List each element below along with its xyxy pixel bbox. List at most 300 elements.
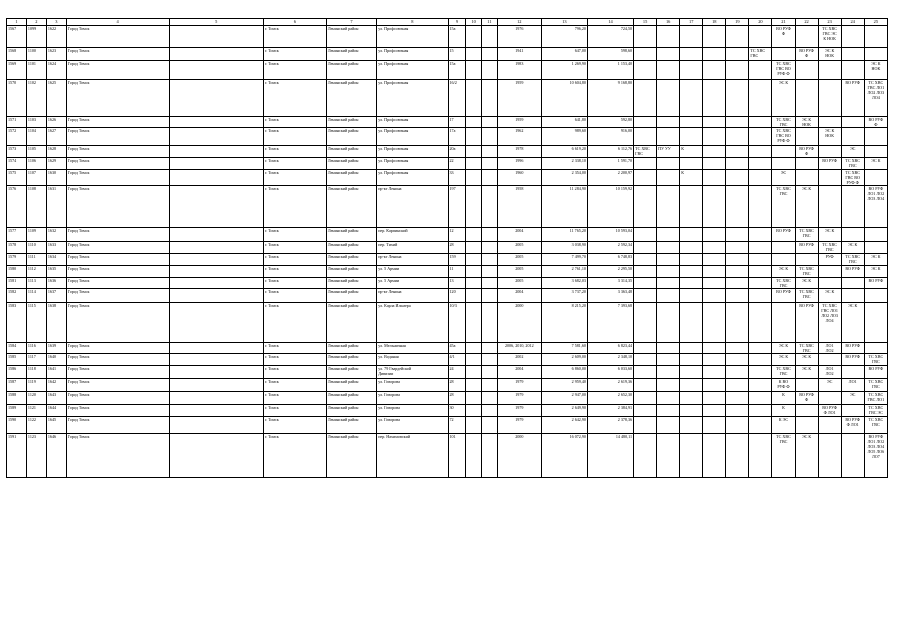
column-number: 22 xyxy=(795,19,818,26)
table-cell xyxy=(657,354,680,366)
table-cell: 1574 xyxy=(7,158,27,170)
table-cell: ВО РУФ xyxy=(818,158,841,170)
table-cell: 1577 xyxy=(7,228,27,242)
table-cell: 28 xyxy=(448,379,466,392)
table-cell: 2 642,90 xyxy=(541,417,587,434)
table-cell: ВО РУФ Ф xyxy=(795,392,818,405)
table-cell xyxy=(841,434,864,478)
table-cell xyxy=(772,146,795,158)
table-cell: 1578 xyxy=(7,242,27,254)
table-cell: ЭС К НОК xyxy=(864,61,887,80)
table-cell xyxy=(726,434,749,478)
table-cell: ул. Говорова xyxy=(377,417,448,434)
table-cell xyxy=(657,379,680,392)
table-cell: ЭС К xyxy=(795,278,818,289)
table-cell: 33 xyxy=(448,170,466,186)
table-cell: 1646 xyxy=(46,434,66,478)
table-cell xyxy=(749,289,772,303)
table-cell xyxy=(482,266,498,278)
table-cell: 11 xyxy=(448,266,466,278)
table-cell xyxy=(749,117,772,128)
table-cell xyxy=(466,61,482,80)
table-cell xyxy=(634,117,657,128)
table-cell xyxy=(703,379,726,392)
table-cell: пер. Карпинский xyxy=(377,228,448,242)
table-cell: г. Томск xyxy=(263,405,326,417)
table-cell: ЭС К xyxy=(795,354,818,366)
table-cell xyxy=(818,278,841,289)
table-cell: г. Томск xyxy=(263,266,326,278)
table-cell: 28 xyxy=(448,242,466,254)
table-cell xyxy=(772,158,795,170)
table-cell xyxy=(169,170,263,186)
table-cell: 1119 xyxy=(26,379,46,392)
table-cell xyxy=(841,117,864,128)
table-cell: 3 314,35 xyxy=(587,278,633,289)
table-cell: Ленинский район xyxy=(326,278,376,289)
table-cell xyxy=(726,146,749,158)
table-cell: ВО РУФ xyxy=(841,80,864,117)
table-cell: пр-кт Ленина xyxy=(377,289,448,303)
table-cell: 3 363,48 xyxy=(587,289,633,303)
table-cell: 1626 xyxy=(46,117,66,128)
table-cell xyxy=(482,366,498,379)
table-cell: г. Томск xyxy=(263,128,326,146)
table-cell: Город Томск xyxy=(66,278,169,289)
table-cell: Город Томск xyxy=(66,242,169,254)
table-cell: ул. Профсоюзная xyxy=(377,158,448,170)
table-cell xyxy=(482,434,498,478)
table-cell xyxy=(680,303,703,343)
table-cell xyxy=(680,48,703,61)
table-cell xyxy=(169,392,263,405)
table-cell: 2000 xyxy=(497,434,541,478)
table-cell: 1584 xyxy=(7,343,27,354)
table-cell xyxy=(703,186,726,228)
table-cell xyxy=(466,254,482,266)
table-cell: ЭС К xyxy=(818,228,841,242)
table-row xyxy=(7,61,888,80)
table-cell xyxy=(482,379,498,392)
table-cell: 22 xyxy=(448,158,466,170)
table-cell: 1622 xyxy=(46,26,66,48)
table-cell xyxy=(749,379,772,392)
table-cell: 1580 xyxy=(7,266,27,278)
table-cell xyxy=(795,417,818,434)
table-cell: Город Томск xyxy=(66,158,169,170)
table-cell: г. Томск xyxy=(263,434,326,478)
table-cell: ТС ХВС ГВС xyxy=(772,278,795,289)
table-cell xyxy=(634,228,657,242)
table-cell: 6 860,00 xyxy=(541,366,587,379)
table-cell xyxy=(749,303,772,343)
table-cell xyxy=(657,278,680,289)
table-cell: 2004 xyxy=(497,366,541,379)
table-row xyxy=(7,434,888,478)
table-cell: пер. Нахимовский xyxy=(377,434,448,478)
table-cell xyxy=(482,254,498,266)
column-number: 25 xyxy=(864,19,887,26)
table-cell xyxy=(657,48,680,61)
table-cell: 45а xyxy=(448,343,466,354)
table-cell xyxy=(169,266,263,278)
table-cell xyxy=(795,170,818,186)
table-cell: ЭС К xyxy=(864,158,887,170)
table-row xyxy=(7,266,888,278)
table-cell: 10 159,92 xyxy=(587,186,633,228)
table-cell xyxy=(726,170,749,186)
table-cell xyxy=(634,434,657,478)
table-cell: 1959 xyxy=(497,117,541,128)
table-cell: Город Томск xyxy=(66,128,169,146)
table-cell: пр-кт Ленина xyxy=(377,254,448,266)
table-cell xyxy=(634,266,657,278)
table-cell xyxy=(169,48,263,61)
table-cell: г. Томск xyxy=(263,343,326,354)
column-number: 3 xyxy=(46,19,66,26)
table-cell xyxy=(749,186,772,228)
table-cell: г. Томск xyxy=(263,303,326,343)
table-cell: 7 581,60 xyxy=(541,343,587,354)
column-number: 7 xyxy=(326,19,376,26)
column-number: 17 xyxy=(680,19,703,26)
table-row xyxy=(7,186,888,228)
table-cell: ТС ХВС ГВС xyxy=(772,366,795,379)
table-cell xyxy=(726,186,749,228)
table-cell: 1639 xyxy=(46,343,66,354)
table-cell: 2 378,36 xyxy=(587,417,633,434)
table-cell: К ВО РУФ Ф xyxy=(772,379,795,392)
table-cell: Ленинский район xyxy=(326,354,376,366)
table-cell: 12 xyxy=(448,228,466,242)
table-cell xyxy=(726,392,749,405)
table-cell: Ленинский район xyxy=(326,158,376,170)
table-cell xyxy=(680,61,703,80)
table-cell: Город Томск xyxy=(66,392,169,405)
table-cell: ВО РУФ xyxy=(772,289,795,303)
table-cell xyxy=(726,80,749,117)
table-cell xyxy=(169,366,263,379)
table-cell: Ленинский район xyxy=(326,417,376,434)
table-cell xyxy=(482,48,498,61)
table-cell: ТС ХВС ГВС xyxy=(841,254,864,266)
table-cell: Ленинский район xyxy=(326,146,376,158)
table-cell xyxy=(657,366,680,379)
table-cell: 13 xyxy=(448,278,466,289)
table-cell: 1581 xyxy=(7,278,27,289)
table-cell xyxy=(680,343,703,354)
table-cell xyxy=(634,158,657,170)
table-cell: Город Томск xyxy=(66,228,169,242)
table-cell: 11 765,20 xyxy=(541,228,587,242)
table-cell xyxy=(841,289,864,303)
table-cell xyxy=(657,61,680,80)
table-cell xyxy=(466,228,482,242)
table-cell: 1983 xyxy=(497,61,541,80)
table-cell: ЛО1 ЛО2 xyxy=(818,366,841,379)
table-cell xyxy=(726,303,749,343)
table-cell xyxy=(657,343,680,354)
table-cell xyxy=(795,158,818,170)
table-cell: 2 761,10 xyxy=(541,266,587,278)
table-cell: Город Томск xyxy=(66,170,169,186)
table-cell: ВО РУФ xyxy=(795,242,818,254)
table-cell: 1637 xyxy=(46,289,66,303)
table-cell: ЭС К xyxy=(772,354,795,366)
table-cell: 1110 xyxy=(26,242,46,254)
table-cell: 30 xyxy=(448,405,466,417)
table-cell xyxy=(634,26,657,48)
table-cell: Ленинский район xyxy=(326,266,376,278)
table-cell xyxy=(634,303,657,343)
table-cell xyxy=(657,392,680,405)
table-cell: ТС ХВС ГВС ЭС xyxy=(864,405,887,417)
table-cell xyxy=(482,392,498,405)
table-cell: г. Томск xyxy=(263,48,326,61)
table-row xyxy=(7,48,888,61)
table-cell: 1 153,40 xyxy=(587,61,633,80)
table-cell xyxy=(772,242,795,254)
table-cell xyxy=(680,266,703,278)
table-cell: Ленинский район xyxy=(326,379,376,392)
table-cell: 598,60 xyxy=(587,48,633,61)
table-cell xyxy=(703,80,726,117)
table-cell: ВО РУФ Ф ЛО1 xyxy=(818,405,841,417)
table-cell: ВО РУФ xyxy=(841,354,864,366)
table-cell: ул. Профсоюзная xyxy=(377,117,448,128)
table-cell: 2 619,36 xyxy=(587,379,633,392)
table-cell: 1 591,70 xyxy=(587,158,633,170)
table-cell: 120 xyxy=(448,289,466,303)
table-cell: 2 959,40 xyxy=(541,379,587,392)
table-cell: 1589 xyxy=(7,405,27,417)
table-cell: 6 748,83 xyxy=(587,254,633,266)
table-cell: 1104 xyxy=(26,128,46,146)
table-cell: Ленинский район xyxy=(326,343,376,354)
table-cell: г. Томск xyxy=(263,158,326,170)
table-cell: Ленинский район xyxy=(326,128,376,146)
table-cell: 1978 xyxy=(497,146,541,158)
table-cell: 2006, 2010, 2012 xyxy=(497,343,541,354)
table-row xyxy=(7,170,888,186)
table-cell xyxy=(634,354,657,366)
table-cell: ЭС xyxy=(841,392,864,405)
table-row xyxy=(7,278,888,289)
table-cell xyxy=(169,354,263,366)
table-cell: Ленинский район xyxy=(326,228,376,242)
table-cell: Ленинский район xyxy=(326,117,376,128)
table-cell: 17а xyxy=(448,128,466,146)
table-cell: 15а xyxy=(448,26,466,48)
table-cell xyxy=(703,405,726,417)
table-cell xyxy=(841,278,864,289)
table-cell: ТС ХВС ГВС xyxy=(795,289,818,303)
table-cell: ЛО1 ЛО2 xyxy=(818,343,841,354)
table-cell xyxy=(680,354,703,366)
table-cell: 1118 xyxy=(26,366,46,379)
table-cell: ТС ХВС ГВС xyxy=(749,48,772,61)
table-cell: г. Томск xyxy=(263,170,326,186)
table-cell: 2 384,91 xyxy=(587,405,633,417)
table-cell: 1645 xyxy=(46,417,66,434)
table-cell: 1979 xyxy=(497,405,541,417)
table-cell xyxy=(703,289,726,303)
table-cell xyxy=(772,254,795,266)
table-cell: 1579 xyxy=(7,254,27,266)
table-cell: ПУ УУ xyxy=(657,146,680,158)
table-cell xyxy=(749,158,772,170)
table-cell: 72 xyxy=(448,417,466,434)
table-cell xyxy=(864,242,887,254)
table-cell xyxy=(657,128,680,146)
table-cell: 1636 xyxy=(46,278,66,289)
table-cell xyxy=(680,379,703,392)
table-cell xyxy=(864,128,887,146)
table-cell xyxy=(657,289,680,303)
table-cell: ВО РУФ Ф ЛО1 xyxy=(841,417,864,434)
table-cell: ул. Профсоюзная xyxy=(377,61,448,80)
table-cell: ВО РУФ Ф xyxy=(772,26,795,48)
table-cell xyxy=(703,146,726,158)
table-cell xyxy=(703,354,726,366)
table-cell xyxy=(634,278,657,289)
table-cell xyxy=(749,354,772,366)
table-cell xyxy=(841,26,864,48)
table-cell: 1642 xyxy=(46,379,66,392)
table-row xyxy=(7,26,888,48)
table-cell xyxy=(680,128,703,146)
table-cell xyxy=(169,128,263,146)
table-row xyxy=(7,228,888,242)
table-cell xyxy=(657,117,680,128)
table-cell xyxy=(634,392,657,405)
table-cell: Ленинский район xyxy=(326,242,376,254)
table-cell xyxy=(749,366,772,379)
table-cell: 1112 xyxy=(26,266,46,278)
table-cell: 1638 xyxy=(46,303,66,343)
table-cell xyxy=(169,254,263,266)
table-cell xyxy=(466,186,482,228)
table-cell: 641,80 xyxy=(541,117,587,128)
table-cell xyxy=(680,117,703,128)
table-cell xyxy=(749,417,772,434)
table-cell: 2 947,00 xyxy=(541,392,587,405)
table-cell: ул. 5 Армии xyxy=(377,266,448,278)
table-cell: 916,00 xyxy=(587,128,633,146)
table-cell: 1624 xyxy=(46,61,66,80)
table-cell: ВО РУФ xyxy=(795,303,818,343)
table-cell: ТС ХВС ГВС xyxy=(864,417,887,434)
column-number: 5 xyxy=(169,19,263,26)
table-cell: Ленинский район xyxy=(326,366,376,379)
table-cell xyxy=(703,266,726,278)
table-cell xyxy=(466,48,482,61)
table-cell: ЭС К xyxy=(772,343,795,354)
table-cell xyxy=(482,80,498,117)
table-cell: Город Томск xyxy=(66,303,169,343)
table-cell xyxy=(795,379,818,392)
table-cell xyxy=(703,417,726,434)
table-cell: 1583 xyxy=(7,303,27,343)
table-cell xyxy=(466,354,482,366)
table-cell: 1114 xyxy=(26,289,46,303)
table-cell: ВО РУФ xyxy=(841,266,864,278)
table-cell xyxy=(726,278,749,289)
table-cell xyxy=(726,289,749,303)
table-cell: Город Томск xyxy=(66,186,169,228)
table-cell: ул. Водяная xyxy=(377,354,448,366)
table-cell xyxy=(169,417,263,434)
table-cell: 6 823,44 xyxy=(587,343,633,354)
table-cell xyxy=(466,343,482,354)
table-cell: Ленинский район xyxy=(326,289,376,303)
table-cell: 10 604,80 xyxy=(541,80,587,117)
table-cell: 1122 xyxy=(26,417,46,434)
table-cell: 3 682,03 xyxy=(541,278,587,289)
table-cell: 1960 xyxy=(497,170,541,186)
table-cell: г. Томск xyxy=(263,61,326,80)
table-cell: 2004 xyxy=(497,289,541,303)
table-cell: 2 295,50 xyxy=(587,266,633,278)
table-cell xyxy=(795,254,818,266)
table-cell xyxy=(634,170,657,186)
table-cell xyxy=(841,128,864,146)
table-cell xyxy=(772,48,795,61)
table-cell: ТС ХВС ГВС xyxy=(864,354,887,366)
table-cell: 1979 xyxy=(497,417,541,434)
table-cell: г. Томск xyxy=(263,80,326,117)
table-cell: ЭС xyxy=(772,170,795,186)
table-cell xyxy=(818,417,841,434)
table-cell: ЭС К НОК xyxy=(818,48,841,61)
table-cell: 796,20 xyxy=(541,26,587,48)
table-cell xyxy=(169,61,263,80)
table-cell: 1105 xyxy=(26,146,46,158)
table-cell xyxy=(482,278,498,289)
table-cell xyxy=(841,366,864,379)
table-cell xyxy=(795,405,818,417)
table-cell: ЭС xyxy=(841,146,864,158)
table-cell xyxy=(169,186,263,228)
table-cell: Город Томск xyxy=(66,354,169,366)
table-cell xyxy=(818,354,841,366)
table-cell: ТС ХВС ГВС ЛО1 xyxy=(864,392,887,405)
table-cell: 1111 xyxy=(26,254,46,266)
table-cell: Ленинский район xyxy=(326,254,376,266)
table-cell xyxy=(703,61,726,80)
table-cell xyxy=(634,379,657,392)
table-cell xyxy=(726,117,749,128)
table-cell: 1590 xyxy=(7,417,27,434)
column-number: 2 xyxy=(26,19,46,26)
column-number: 9 xyxy=(448,19,466,26)
table-cell: 1588 xyxy=(7,392,27,405)
table-cell: Ленинский район xyxy=(326,405,376,417)
table-cell: ЭС К xyxy=(772,266,795,278)
table-cell: 1633 xyxy=(46,242,66,254)
table-cell: 15 xyxy=(448,48,466,61)
table-row xyxy=(7,343,888,354)
table-cell: г. Томск xyxy=(263,379,326,392)
table-cell xyxy=(680,158,703,170)
table-cell: К xyxy=(680,146,703,158)
table-cell: Город Томск xyxy=(66,405,169,417)
table-cell: 24 xyxy=(448,366,466,379)
table-row xyxy=(7,289,888,303)
table-cell xyxy=(772,303,795,343)
table-cell: 1116 xyxy=(26,343,46,354)
table-cell: г. Томск xyxy=(263,242,326,254)
